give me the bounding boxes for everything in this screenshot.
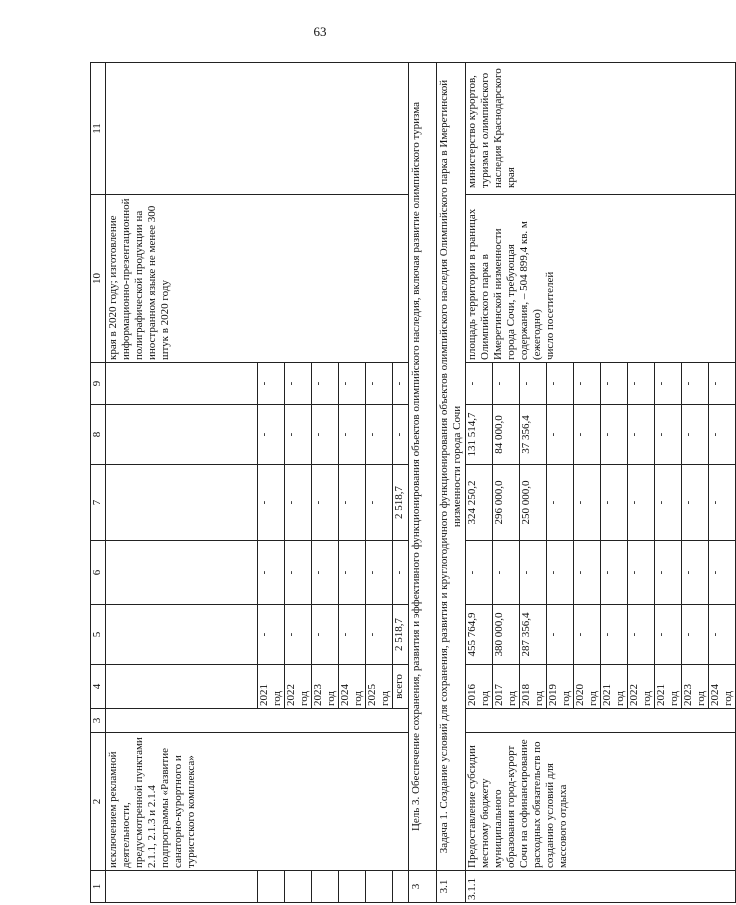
value-cell: 84 000,0: [493, 405, 520, 465]
number-cell: [258, 871, 285, 903]
value-cell: -: [285, 363, 312, 405]
value-cell: 250 000,0: [520, 465, 547, 541]
value-cell: -: [682, 541, 709, 605]
value-cell: -: [339, 363, 366, 405]
number-cell: [366, 871, 393, 903]
result-cell: края в 2020 году; изготовление информационно-презентационной полиграфической продукции на иностранном языке не менее 300 штук в 2020 году: [106, 195, 409, 363]
year-cell: 2016 год: [466, 665, 493, 709]
year-cell: 2018 год: [520, 665, 547, 709]
value-cell: -: [601, 605, 628, 665]
value-cell: -: [366, 465, 393, 541]
empty-cell: [466, 709, 736, 733]
value-cell: -: [493, 363, 520, 405]
header-cell: 4: [91, 665, 106, 709]
value-cell: -: [601, 465, 628, 541]
year-cell: 2020 год: [574, 665, 601, 709]
table-row: [106, 63, 258, 903]
value-cell: -: [628, 465, 655, 541]
value-cell: 131 514,7: [466, 405, 493, 465]
value-cell: [106, 405, 258, 465]
year-cell: 2021 год: [655, 665, 682, 709]
number-cell: [312, 871, 339, 903]
value-cell: -: [312, 605, 339, 665]
value-cell: [106, 465, 258, 541]
task-row: [437, 63, 466, 903]
value-cell: -: [285, 405, 312, 465]
value-cell: [106, 541, 258, 605]
value-cell: -: [574, 405, 601, 465]
value-cell: -: [366, 363, 393, 405]
number-cell: [106, 871, 258, 903]
value-cell: -: [258, 405, 285, 465]
header-cell: 10: [91, 195, 106, 363]
header-cell: 11: [91, 63, 106, 195]
value-cell: -: [628, 541, 655, 605]
value-cell: -: [628, 405, 655, 465]
rotated-table-container: [90, 63, 734, 903]
measure-number: 3.1.1: [466, 871, 736, 903]
year-cell: 2024 год: [709, 665, 736, 709]
value-cell: 380 000,0: [493, 605, 520, 665]
value-cell: -: [574, 465, 601, 541]
value-cell: -: [682, 405, 709, 465]
value-cell: -: [574, 605, 601, 665]
value-cell: -: [258, 465, 285, 541]
value-cell: -: [547, 363, 574, 405]
value-cell: -: [366, 405, 393, 465]
year-cell: 2021 год: [258, 665, 285, 709]
value-cell: -: [709, 465, 736, 541]
value-cell: 324 250,2: [466, 465, 493, 541]
value-cell: 455 764,9: [466, 605, 493, 665]
header-cell: 2: [91, 733, 106, 871]
value-cell: -: [682, 605, 709, 665]
header-cell: 8: [91, 405, 106, 465]
value-cell: -: [339, 605, 366, 665]
year-cell: 2023 год: [312, 665, 339, 709]
value-cell: -: [312, 541, 339, 605]
value-cell: -: [285, 465, 312, 541]
value-cell: -: [312, 465, 339, 541]
value-cell: -: [709, 541, 736, 605]
value-cell: -: [366, 541, 393, 605]
header-cell: 6: [91, 541, 106, 605]
value-cell: -: [628, 605, 655, 665]
value-cell: -: [258, 541, 285, 605]
value-cell: -: [312, 405, 339, 465]
empty-cell: [106, 709, 409, 733]
responsible-cell: министерство курортов, туризма и олимпийского наследия Краснодарского края: [466, 63, 736, 195]
number-cell: [393, 871, 409, 903]
value-cell: -: [601, 363, 628, 405]
value-cell: -: [655, 363, 682, 405]
value-cell: -: [366, 605, 393, 665]
value-cell: -: [709, 605, 736, 665]
task-text: Задача 1. Создание условий для сохранения, развития и круглогодичного функционирования объектов олимпийского наследия Олимпийского парка в Имеретинской низменности города Сочи: [437, 63, 466, 871]
value-cell: -: [466, 363, 493, 405]
value-cell: -: [258, 363, 285, 405]
value-cell: -: [655, 405, 682, 465]
value-cell: -: [285, 541, 312, 605]
value-cell: -: [547, 605, 574, 665]
value-cell: -: [285, 605, 312, 665]
value-cell: -: [709, 405, 736, 465]
header-cell: 3: [91, 709, 106, 733]
responsible-cell: [106, 63, 409, 195]
number-cell: [339, 871, 366, 903]
value-cell: -: [547, 465, 574, 541]
value-cell: [106, 363, 258, 405]
value-cell: -: [709, 363, 736, 405]
value-cell: -: [655, 605, 682, 665]
value-cell: -: [339, 465, 366, 541]
value-cell: -: [393, 541, 409, 605]
header-cell: 5: [91, 605, 106, 665]
total-label: всего: [393, 665, 409, 709]
year-cell: 2021 год: [601, 665, 628, 709]
value-cell: -: [547, 405, 574, 465]
year-cell: [106, 665, 258, 709]
value-cell: -: [339, 405, 366, 465]
year-cell: 2022 год: [628, 665, 655, 709]
header-cell: 1: [91, 871, 106, 903]
result-text-tail: число посетителей: [544, 271, 556, 360]
value-cell: -: [682, 465, 709, 541]
year-cell: 2017 год: [493, 665, 520, 709]
task-number: 3.1: [437, 871, 466, 903]
value-cell: -: [258, 605, 285, 665]
value-cell: 287 356,4: [520, 605, 547, 665]
value-cell: -: [393, 363, 409, 405]
value-cell: -: [655, 541, 682, 605]
value-cell: -: [601, 405, 628, 465]
goal-number: 3: [409, 871, 437, 903]
value-cell: -: [312, 363, 339, 405]
measure-description: исключением рекламной деятельности, предусмотренной пунктами 2.1.1, 2.1.3 и 2.1.4 подпрограммы «Развитие санаторно-курортного и туристского комплекса»: [106, 733, 409, 871]
value-cell: 2 518,7: [393, 465, 409, 541]
value-cell: -: [574, 541, 601, 605]
value-cell: -: [601, 541, 628, 605]
year-cell: 2024 год: [339, 665, 366, 709]
value-cell: -: [520, 541, 547, 605]
table-row: [466, 63, 493, 903]
goal-row: [409, 63, 437, 903]
value-cell: -: [520, 363, 547, 405]
program-table: [90, 62, 736, 903]
value-cell: -: [682, 363, 709, 405]
value-cell: -: [655, 465, 682, 541]
year-cell: 2025 год: [366, 665, 393, 709]
value-cell: 2 518,7: [393, 605, 409, 665]
value-cell: -: [547, 541, 574, 605]
column-header-row: [91, 63, 106, 903]
result-text: площадь территории в границах Олимпийского парка в Имеретинской низменности города Сочи, требующая содержания, – 504 899,4 кв. м (ежегодно): [466, 208, 543, 360]
year-cell: 2023 год: [682, 665, 709, 709]
goal-text: Цель 3. Обеспечение сохранения, развития и эффективного функционирования объектов олимпийского наследия, включая развитие олимпийского туризма: [409, 63, 437, 871]
value-cell: -: [493, 541, 520, 605]
value-cell: [106, 605, 258, 665]
year-cell: 2019 год: [547, 665, 574, 709]
measure-description: Предоставление субсидии местному бюджету муниципального образования город-курорт Сочи на софинансирование расходных обязательств по созданию условий для массового отдыха: [466, 733, 736, 871]
number-cell: [285, 871, 312, 903]
header-cell: 7: [91, 465, 106, 541]
value-cell: 296 000,0: [493, 465, 520, 541]
value-cell: -: [339, 541, 366, 605]
value-cell: -: [466, 541, 493, 605]
header-cell: 9: [91, 363, 106, 405]
value-cell: 37 356,4: [520, 405, 547, 465]
value-cell: -: [628, 363, 655, 405]
year-cell: 2022 год: [285, 665, 312, 709]
page-number: 63: [313, 24, 327, 39]
value-cell: -: [574, 363, 601, 405]
value-cell: -: [393, 405, 409, 465]
result-cell: [466, 195, 736, 363]
